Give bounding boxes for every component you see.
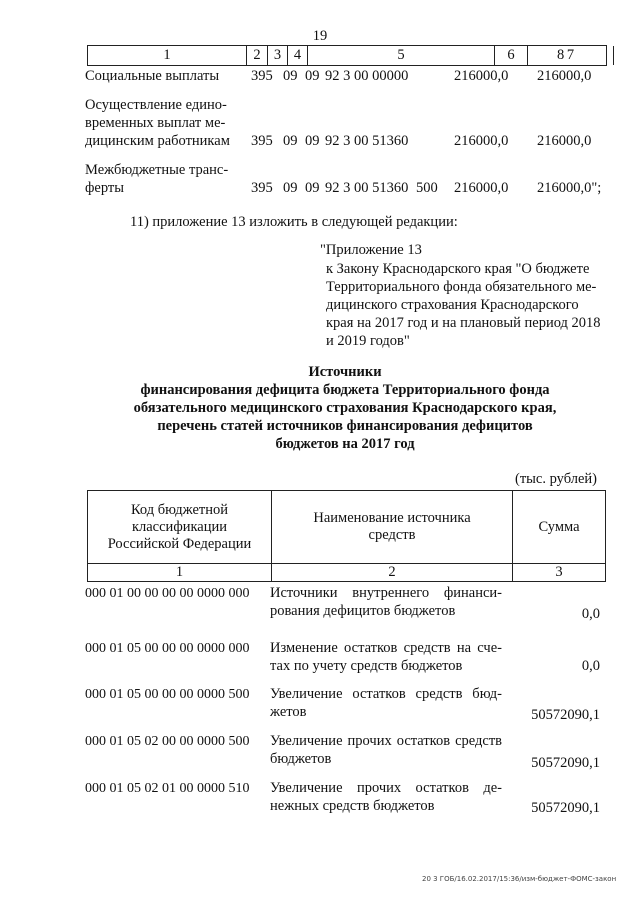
source-sum: 50572090,1 (531, 755, 600, 771)
cell: 216000,0 (454, 68, 509, 84)
header-column (513, 491, 605, 581)
column-number: 2 (247, 46, 268, 65)
header-column (272, 491, 513, 581)
budget-code: 000 01 05 02 01 00 0000 510 (85, 781, 250, 796)
column-number-header (87, 45, 607, 66)
item-11: 11) приложение 13 изложить в следующей редакции: (130, 214, 458, 230)
row-name: временных выплат ме- (85, 115, 226, 131)
cell: 92 3 00 51360 (325, 133, 409, 149)
source-sum: 50572090,1 (531, 707, 600, 723)
cell: 216000,0 (454, 133, 509, 149)
cell: 92 3 00 00000 (325, 68, 409, 84)
column-number: 1 (88, 46, 247, 65)
source-sum: 0,0 (581, 658, 600, 674)
column-number: 3 (268, 46, 288, 65)
row-name: Осуществление едино- (85, 97, 227, 113)
source-name: Увеличение прочих остатков де-нежных средств бюджетов (270, 780, 502, 814)
cell: 216000,0 (537, 68, 592, 84)
appendix-title: "Приложение 13 (320, 242, 422, 258)
cell: 216000,0 (454, 180, 509, 196)
row-name: дицинским работникам (85, 133, 230, 149)
cell: 500 (416, 180, 438, 196)
page-number: 19 (312, 28, 328, 44)
cell: 09 (283, 180, 298, 196)
source-name: Увеличение остатков средств бюд-жетов (270, 686, 502, 720)
header-code: Код бюджетной классификации Российской Федерации (88, 491, 271, 564)
cell: 09 (283, 68, 298, 84)
appendix-line: края на 2017 год и на плановый период 2018 (326, 315, 601, 331)
source-name: Изменение остатков средств на сче-тах по учету средств бюджетов (270, 640, 502, 674)
row-name: Социальные выплаты (85, 68, 220, 84)
appendix-line: и 2019 годов" (326, 333, 410, 349)
source-name: Источники внутреннего финанси-рования дефицитов бюджетов (270, 585, 502, 619)
header-column (88, 491, 272, 581)
cell: 09 (305, 133, 320, 149)
footer-stamp: 20 3 ГОБ/16.02.2017/15:36/изм-бюджет-ФОМС-закон (422, 875, 617, 883)
column-number: 6 (495, 46, 528, 65)
budget-code: 000 01 05 02 00 00 0000 500 (85, 734, 250, 749)
header-name: Наименование источника средств (272, 491, 512, 564)
header-sum: Сумма (513, 491, 605, 564)
appendix-line: дицинского страхования Краснодарского (326, 297, 579, 313)
source-sum: 0,0 (581, 606, 600, 622)
cell: 395 (251, 68, 273, 84)
column-number: 8 (557, 47, 565, 63)
heading-line: Источники (308, 364, 382, 380)
cell: 09 (305, 180, 320, 196)
row-name: Межбюджетные транс- (85, 162, 229, 178)
budget-code: 000 01 05 00 00 00 0000 500 (85, 687, 250, 702)
heading-line: бюджетов на 2017 год (275, 436, 415, 452)
column-number: 3 (555, 564, 563, 580)
column-number: 7 (528, 46, 614, 65)
column-number: 5 (308, 46, 495, 65)
column-number: 4 (288, 46, 308, 65)
appendix-line: к Закону Краснодарского края "О бюджете (326, 261, 590, 277)
column-number: 2 (388, 564, 396, 580)
source-name: Увеличение прочих остатков средств бюджетов (270, 733, 502, 767)
budget-code: 000 01 05 00 00 00 0000 000 (85, 641, 250, 656)
budget-code: 000 01 00 00 00 00 0000 000 (85, 586, 250, 601)
cell: 216000,0 (537, 133, 592, 149)
sources-table-header (87, 490, 606, 582)
units-label: (тыс. рублей) (515, 471, 597, 487)
cell: 395 (251, 180, 273, 196)
cell: 92 3 00 51360 (325, 180, 409, 196)
heading-line: перечень статей источников финансирования дефицитов (157, 418, 533, 434)
cell: 09 (283, 133, 298, 149)
source-sum: 50572090,1 (531, 800, 600, 816)
row-name: ферты (85, 180, 124, 196)
cell: 216000,0"; (537, 180, 602, 196)
heading-line: финансирования дефицита бюджета Территориального фонда (140, 382, 550, 398)
column-number: 1 (175, 564, 184, 580)
cell: 395 (251, 133, 273, 149)
cell: 09 (305, 68, 320, 84)
appendix-line: Территориального фонда обязательного ме- (326, 279, 597, 295)
heading-line: обязательного медицинского страхования Краснодарского края, (133, 400, 557, 416)
